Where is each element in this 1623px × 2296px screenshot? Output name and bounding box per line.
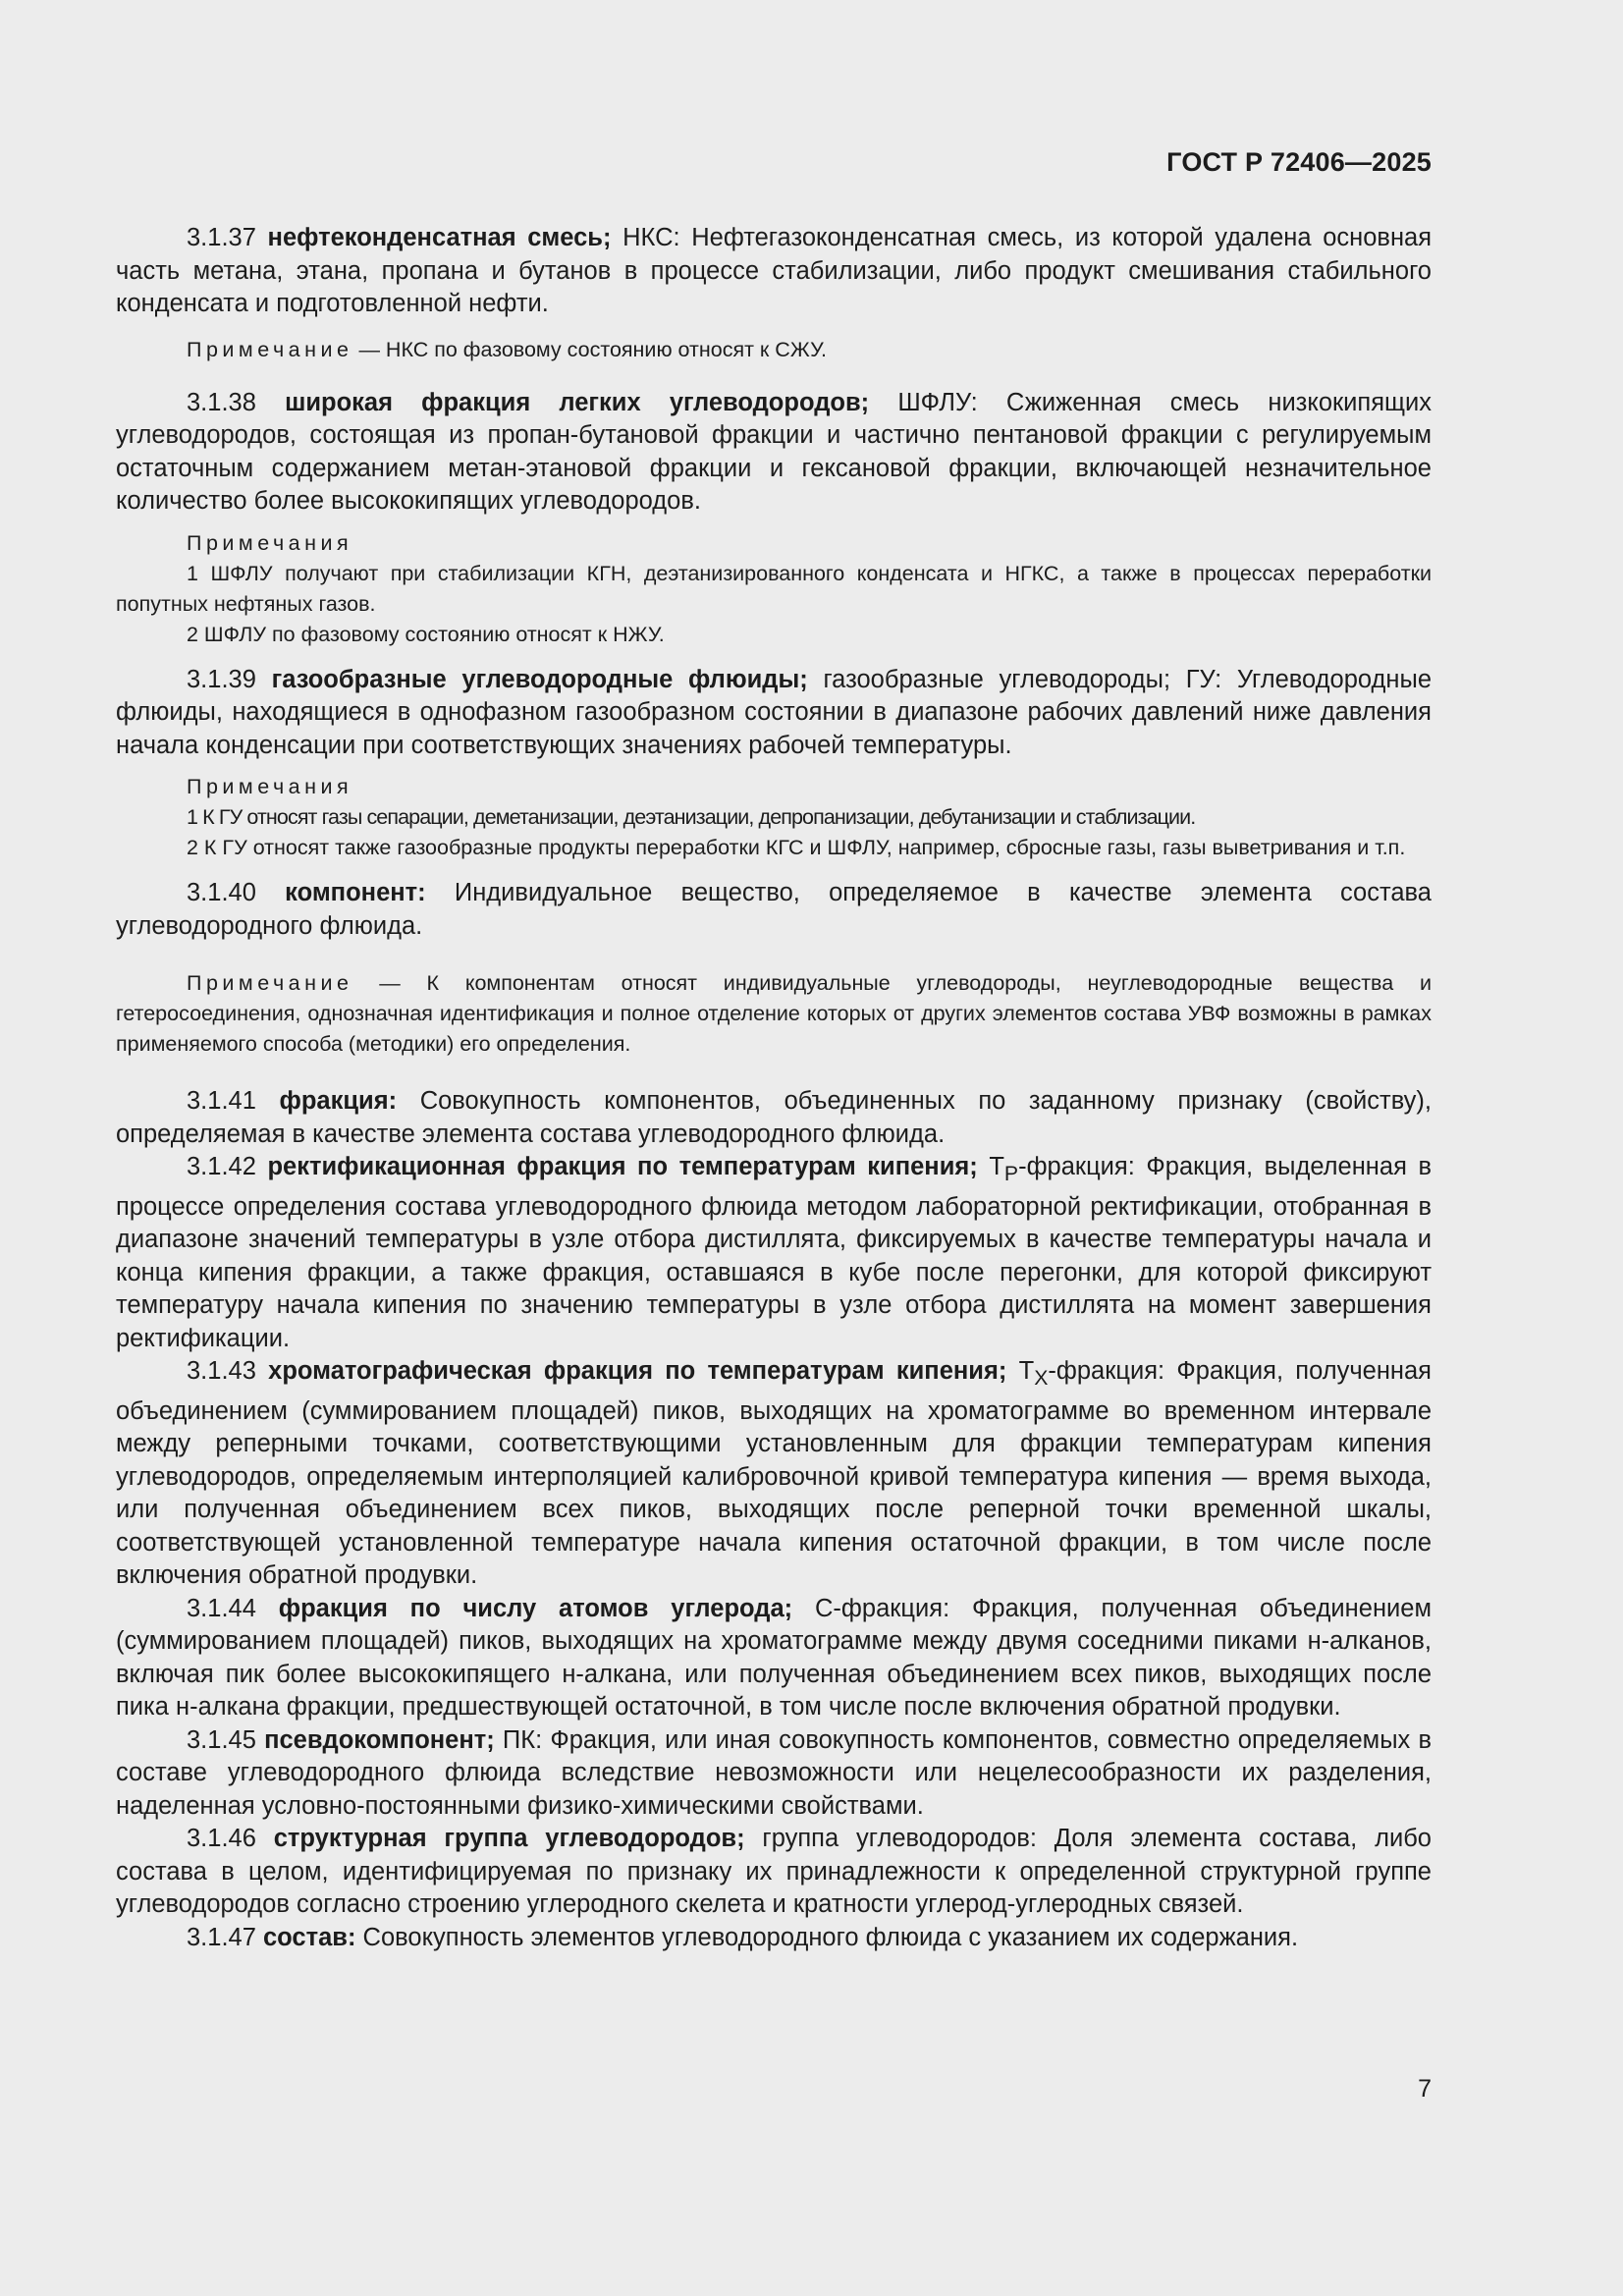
term-3-1-43 (116, 1355, 1432, 1593)
term-number: 3.1.39 (187, 665, 256, 693)
term-number: 3.1.38 (187, 388, 256, 416)
term-number: 3.1.46 (187, 1825, 256, 1853)
term-3-1-41 (116, 1085, 1432, 1151)
term-abbreviation: С-фракция: (815, 1594, 950, 1622)
note-3-1-40 (116, 968, 1432, 1060)
term-abbreviation: ШФЛУ: (897, 388, 978, 416)
page-number: 7 (1418, 2075, 1432, 2103)
term-definition: Доля элемента состава, либо состава в целом, идентифицируемая по признаку их принадлежности к определенной структурной группе углеводородов согласно строению углеродного скелета и кратности углерод-углеродных связей. (116, 1825, 1432, 1919)
term-definition: Нефтегазоконденсатная смесь, из которой удалена основная часть метана, этана, пропана и бутанов в процессе стабилизации, либо продукт смешивания стабильного конденсата и подготовленной нефти. (116, 224, 1433, 317)
note-item-3-1-38-2: 2 ШФЛУ по фазовому состоянию относят к НЖУ. (187, 622, 665, 646)
term-3-1-44 (116, 1593, 1432, 1724)
term-number: 3.1.42 (187, 1153, 256, 1180)
term-3-1-47 (116, 1922, 1432, 1955)
note-text: — К компонентам относят индивидуальные углеводороды, неуглеводородные вещества и гетеросоединения, однозначная идентификация и полное отделение которых от других элементов состава УВФ возможны в рамках применяемого способа (методики) его определения. (116, 971, 1432, 1056)
standard-designation: ГОСТ Р 72406—2025 (1166, 147, 1432, 177)
term-abbreviation: НКС: (622, 224, 680, 251)
term-number: 3.1.40 (187, 879, 256, 906)
term-name: широкая фракция легких углеводородов; (285, 388, 870, 416)
term-definition: Фракция, полученная объединением (суммированием площадей) пиков, выходящих на хроматограмме между двумя соседними пиками н-алканов, включая пик более высококипящего н-алкана, или полученная объединением всех пиков, выходящих после пика н-алкана фракции, предшествующей остаточной, в том числе после включения обратной продувки. (116, 1594, 1432, 1722)
term-3-1-38 (116, 387, 1432, 519)
term-3-1-37 (116, 222, 1432, 321)
note-item-3-1-39-1: 1 К ГУ относят газы сепарации, деметанизации, деэтанизации, депропанизации, дебутанизации и стаблизации. (187, 805, 1196, 829)
notes-heading-3-1-38 (116, 528, 1432, 559)
note-text: — НКС по фазовому состоянию относят к СЖУ. (358, 337, 827, 361)
abbr-base: T (989, 1153, 1004, 1180)
term-3-1-46 (116, 1823, 1432, 1922)
term-number: 3.1.43 (187, 1357, 256, 1386)
term-number: 3.1.45 (187, 1725, 256, 1754)
term-definition: Совокупность элементов углеводородного флюида с указанием их содержания. (362, 1923, 1299, 1951)
term-definition: Фракция, выделенная в процессе определения состава углеводородного флюида методом лабораторной ректификации, отобранная в диапазоне значений температуры в узле отбора дистиллята, фиксируемых в качестве температуры начала и конца кипения фракции, а также фракция, оставшаяся в кубе после перегонки, для которой фиксируют температуру начала кипения по значению температуры в узле отбора дистиллята на момент завершения ректификации. (116, 1153, 1432, 1352)
abbr-base: T (1018, 1357, 1035, 1386)
abbr-subscript: X (1034, 1366, 1049, 1391)
term-3-1-39 (116, 664, 1432, 763)
term-definition: Углеводородные флюиды, находящиеся в однофазном газообразном состоянии в диапазоне рабочих давлений ниже давления начала конденсации при соответствующих значениях рабочей температуры. (116, 665, 1432, 759)
note-item-3-1-39-2: 2 К ГУ относят также газообразные продукты переработки КГС и ШФЛУ, например, сбросные газы, газы выветривания и т.п. (187, 836, 1406, 859)
term-number: 3.1.47 (187, 1923, 256, 1951)
note-3-1-37 (116, 335, 1432, 365)
term-name: нефтеконденсатная смесь; (267, 224, 612, 251)
notes-label: Примечания (187, 775, 353, 798)
term-number: 3.1.44 (187, 1594, 256, 1622)
term-3-1-40 (116, 877, 1432, 943)
term-name: фракция: (279, 1087, 398, 1115)
term-number: 3.1.41 (187, 1087, 256, 1115)
page-content (116, 222, 1432, 1954)
notes-label: Примечания (187, 530, 353, 555)
abbr-suffix: -фракция: (1048, 1357, 1165, 1386)
term-definition: Фракция, полученная объединением (суммированием площадей) пиков, выходящих на хроматограмме во временном интервале между реперными точками, соответствующими установленным для фракции температурам кипения углеводородов, определяемым интерполяцией калибровочной кривой температура кипения — время выхода, или полученная объединением всех пиков, выходящих после реперной точки временной шкалы, соответствующей установленной температуре начала кипения остаточной фракции, в том числе после включения обратной продувки. (116, 1357, 1432, 1590)
term-definition: Фракция, или иная совокупность компонентов, совместно определяемых в составе углеводородного флюида вследствие невозможности или нецелесообразности их разделения, наделенная условно-постоянными физико-химическими свойствами. (116, 1725, 1432, 1820)
term-3-1-42 (116, 1151, 1432, 1355)
term-abbreviation: ПК: (502, 1725, 543, 1754)
note-label: Примечание (187, 337, 353, 361)
term-name: компонент: (285, 879, 426, 906)
term-name: газообразные углеводородные флюиды; (271, 665, 808, 693)
term-3-1-45 (116, 1724, 1432, 1824)
term-abbreviation: группа углеводородов: (762, 1825, 1037, 1853)
term-name: структурная группа углеводородов; (273, 1825, 745, 1853)
term-name: состав: (263, 1923, 356, 1951)
term-abbreviation: газообразные углеводороды; ГУ: (823, 665, 1222, 693)
term-number: 3.1.37 (187, 224, 256, 251)
term-name: хроматографическая фракция по температурам кипения; (268, 1357, 1007, 1386)
abbr-suffix: -фракция: (1018, 1153, 1135, 1180)
term-abbreviation (989, 1153, 1135, 1186)
term-name: ректификационная фракция по температурам кипения; (267, 1153, 978, 1180)
notes-heading-3-1-39 (116, 772, 1432, 802)
abbr-subscript: P (1003, 1162, 1019, 1186)
note-item-3-1-38-1: 1 ШФЛУ получают при стабилизации КГН, деэтанизированного конденсата и НГКС, а также в процессах переработки попутных нефтяных газов. (116, 561, 1432, 616)
term-abbreviation (1018, 1357, 1165, 1391)
term-definition: Сжиженная смесь низкокипящих углеводородов, состоящая из пропан-бутановой фракции и частично пентановой фракции с регулируемым остаточным содержанием метан-этановой фракции и гексановой фракции, включающей незначительное количество более высококипящих углеводородов. (116, 388, 1432, 515)
term-definition: Совокупность компонентов, объединенных по заданному признаку (свойству), определяемая в качестве элемента состава углеводородного флюида. (116, 1087, 1433, 1148)
term-name: псевдокомпонент; (264, 1725, 495, 1754)
note-label: Примечание (187, 971, 353, 995)
term-definition: Индивидуальное вещество, определяемое в качестве элемента состава углеводородного флюида. (116, 879, 1432, 940)
term-name: фракция по числу атомов углерода; (278, 1594, 793, 1622)
